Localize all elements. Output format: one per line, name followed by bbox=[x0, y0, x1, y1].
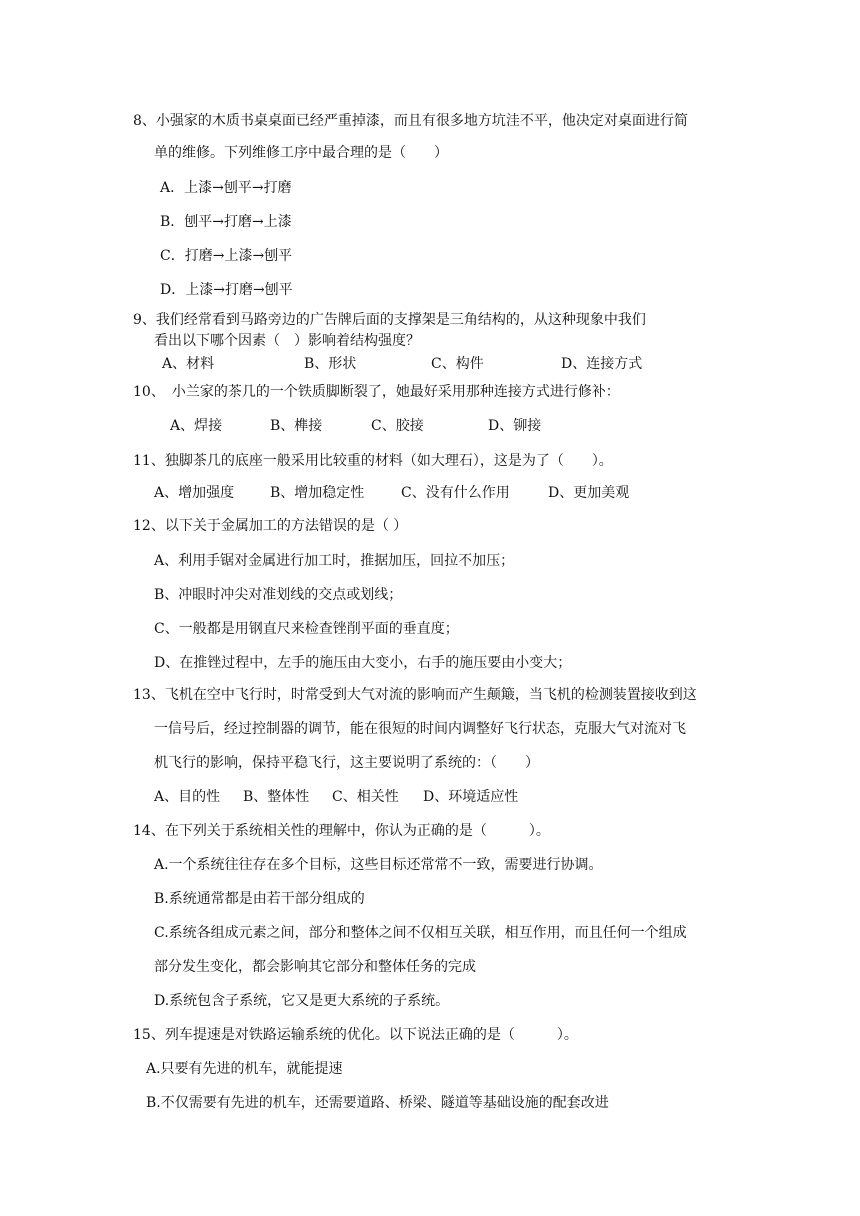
question-14-option-c-line-1: C.系统各组成元素之间，部分和整体之间不仅相互关联，相互作用，而且任何一个组成 bbox=[154, 925, 687, 941]
question-12-option-d: D、在推锉过程中，左手的施压由大变小，右手的施压要由小变大； bbox=[154, 655, 572, 671]
question-14-stem: 14、在下列关于系统相关性的理解中，你认为正确的是（ ）。 bbox=[133, 823, 550, 839]
question-10-option-b: B、榫接 bbox=[270, 418, 323, 434]
question-10-option-d: D、铆接 bbox=[488, 418, 542, 434]
question-9-stem-line-2: 看出以下哪个因素（ ）影响着结构强度？ bbox=[154, 333, 420, 349]
question-12-stem: 12、以下关于金属加工的方法错误的是（ ） bbox=[133, 518, 408, 534]
question-12-option-c: C、一般都是用钢直尺来检查锉削平面的垂直度； bbox=[154, 621, 459, 637]
question-9-option-a: A、材料 bbox=[162, 356, 215, 372]
question-9-options bbox=[0, 354, 860, 374]
question-8-option-b: B．刨平→打磨→上漆 bbox=[160, 214, 292, 230]
question-9-stem-line-1: 9、我们经常看到马路旁边的广告牌后面的支撑架是三角结构的，从这种现象中我们 bbox=[133, 312, 646, 328]
question-11-option-d: D、更加美观 bbox=[548, 485, 630, 501]
question-10-stem: 10、 小兰家的茶几的一个铁质脚断裂了，她最好采用那种连接方式进行修补： bbox=[133, 384, 620, 400]
question-13-stem-line-1: 13、飞机在空中飞行时，时常受到大气对流的影响而产生颠簸，当飞机的检测装置接收到这 bbox=[133, 687, 697, 703]
question-11-option-b: B、增加稳定性 bbox=[270, 485, 365, 501]
question-10-option-a: A、焊接 bbox=[170, 418, 223, 434]
question-13-option-a: A、目的性 bbox=[154, 789, 221, 805]
question-9-option-d: D、连接方式 bbox=[561, 356, 643, 372]
question-13-option-d: D、环境适应性 bbox=[423, 789, 519, 805]
question-8-option-a: A．上漆→刨平→打磨 bbox=[160, 180, 292, 196]
question-12-option-b: B、冲眼时冲尖对准划线的交点或划线； bbox=[154, 587, 403, 603]
question-15-option-a: A.只要有先进的机车，就能提速 bbox=[146, 1061, 343, 1077]
question-10-option-c: C、胶接 bbox=[371, 418, 424, 434]
question-13-option-b: B、整体性 bbox=[243, 789, 310, 805]
question-13-stem-line-2: 一信号后，经过控制器的调节，能在很短的时间内调整好飞行状态，克服大气对流对飞 bbox=[154, 721, 686, 737]
question-10-options bbox=[0, 416, 860, 436]
question-11-option-a: A、增加强度 bbox=[154, 485, 235, 501]
question-13-option-c: C、相关性 bbox=[332, 789, 399, 805]
question-14-option-d: D.系统包含子系统，它又是更大系统的子系统。 bbox=[154, 993, 450, 1009]
question-8-stem-line-1: 8、小强家的木质书桌桌面已经严重掉漆，而且有很多地方坑洼不平，他决定对桌面进行简 bbox=[133, 113, 688, 129]
question-12-option-a: A、利用手锯对金属进行加工时，推据加压，回拉不加压； bbox=[154, 553, 515, 569]
question-15-stem: 15、列车提速是对铁路运输系统的优化。以下说法正确的是（ ）。 bbox=[133, 1027, 578, 1043]
question-11-options bbox=[0, 483, 860, 503]
question-13-stem-line-3: 机飞行的影响，保持平稳飞行，这主要说明了系统的：（ ） bbox=[154, 755, 539, 771]
question-14-option-a: A.一个系统往往存在多个目标，这些目标还常常不一致，需要进行协调。 bbox=[154, 857, 603, 873]
question-9-option-c: C、构件 bbox=[431, 356, 484, 372]
question-8-option-d: D．上漆→打磨→刨平 bbox=[160, 282, 293, 298]
question-8-stem-line-2: 单的维修。下列维修工序中最合理的是（ ） bbox=[154, 145, 448, 161]
question-15-option-b: B.不仅需要有先进的机车，还需要道路、桥梁、隧道等基础设施的配套改进 bbox=[146, 1095, 609, 1111]
question-14-option-c-line-2: 部分发生变化，都会影响其它部分和整体任务的完成 bbox=[154, 959, 476, 975]
question-14-option-b: B.系统通常都是由若干部分组成的 bbox=[154, 891, 365, 907]
question-9-option-b: B、形状 bbox=[304, 356, 357, 372]
question-11-option-c: C、没有什么作用 bbox=[401, 485, 510, 501]
question-11-stem: 11、独脚茶几的底座一般采用比较重的材料（如大理石），这是为了（ ）。 bbox=[133, 453, 613, 469]
question-8-option-c: C．打磨→上漆→刨平 bbox=[160, 248, 293, 264]
question-13-options bbox=[0, 787, 860, 807]
